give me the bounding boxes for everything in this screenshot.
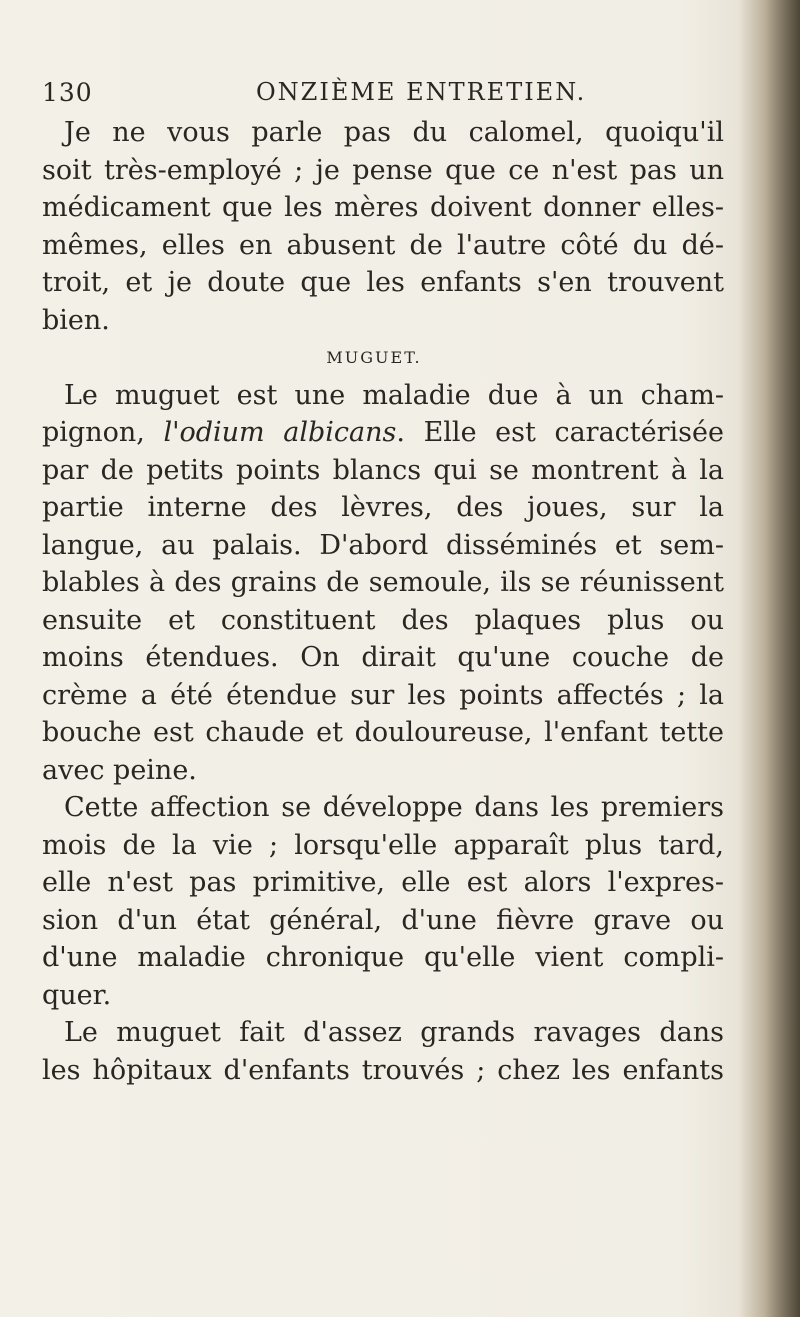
paragraph-line: par de petits points blancs qui se montrent à la — [42, 454, 724, 486]
page-body — [42, 114, 724, 1089]
paragraph-line: crème a été étendue sur les points affectés ; la — [42, 679, 724, 711]
paragraph-line: quer. — [42, 979, 112, 1011]
page-header — [42, 78, 742, 118]
paragraph-line: les hôpitaux d'enfants trouvés ; chez les enfants — [42, 1054, 724, 1086]
paragraph-line: bouche est chaude et douloureuse, l'enfant tette — [42, 717, 724, 748]
paragraph-line: d'une maladie chronique qu'elle vient compli- — [42, 942, 724, 973]
paragraph-line: moins étendues. On dirait qu'une couche de — [42, 642, 724, 673]
paragraph-line: mêmes, elles en abusent de l'autre côté du dé- — [42, 229, 724, 261]
paragraph-line: elle n'est pas primitive, elle est alors l'expres- — [42, 867, 724, 898]
paragraph-line: bien. — [42, 304, 110, 336]
paragraph-line: Le muguet est une maladie due à un cham- — [64, 379, 724, 411]
paragraph-line: médicament que les mères doivent donner elles- — [42, 192, 724, 223]
running-title: ONZIÈME ENTRETIEN. — [256, 78, 587, 106]
text-run: pignon, — [42, 417, 164, 448]
text-run: . Elle est caractérisée — [396, 417, 724, 448]
italic-term: l'odium albicans — [163, 417, 397, 448]
paragraph-line: langue, au palais. D'abord disséminés et sem- — [42, 529, 724, 561]
paragraph-line: partie interne des lèvres, des joues, sur la — [42, 492, 724, 523]
section-title: MUGUET. — [326, 348, 422, 367]
paragraph-line: Je ne vous parle pas du calomel, quoiqu'il — [64, 117, 724, 148]
paragraph-line: troit, et je doute que les enfants s'en trouvent — [42, 267, 724, 298]
paragraph-line: Cette affection se développe dans les premiers — [64, 792, 724, 823]
paragraph-line — [42, 414, 724, 452]
paragraph-line: avec peine. — [42, 754, 197, 786]
paragraph-line: mois de la vie ; lorsqu'elle apparaît plus tard, — [42, 829, 724, 861]
page-gutter-shadow — [740, 0, 800, 1317]
paragraph-line: sion d'un état général, d'une fièvre grave ou — [42, 904, 724, 936]
page-number: 130 — [42, 78, 93, 107]
paragraph-line: blables à des grains de semoule, ils se réunissent — [42, 567, 724, 598]
paragraph-line: Le muguet fait d'assez grands ravages dans — [64, 1017, 724, 1048]
paragraph-line: ensuite et constituent des plaques plus ou — [42, 604, 724, 636]
paragraph-line: soit très-employé ; je pense que ce n'est pas un — [42, 154, 724, 186]
